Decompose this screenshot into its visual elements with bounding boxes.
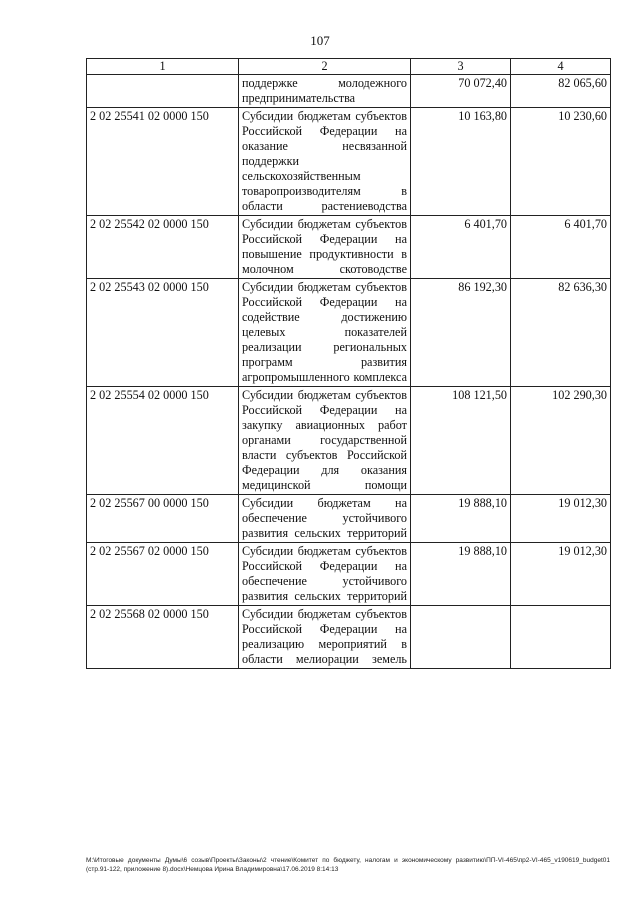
column-header: 2 [239, 59, 411, 75]
budget-code: 2 02 25554 02 0000 150 [87, 387, 239, 495]
row-description: Субсидии бюджетам на обеспечение устойчивого развития сельских территорий [239, 495, 411, 543]
column-header: 1 [87, 59, 239, 75]
row-description: Субсидии бюджетам субъектов Российской Федерации на повышение продуктивности в молочном скотоводстве [239, 216, 411, 279]
value-col-3 [411, 606, 511, 669]
row-description: поддержке молодежного предпринимательства [239, 75, 411, 108]
budget-code: 2 02 25542 02 0000 150 [87, 216, 239, 279]
table-row [87, 387, 611, 495]
table-row [87, 75, 611, 108]
budget-code: 2 02 25543 02 0000 150 [87, 279, 239, 387]
value-col-4: 19 012,30 [511, 495, 611, 543]
value-col-4: 102 290,30 [511, 387, 611, 495]
value-col-3: 70 072,40 [411, 75, 511, 108]
column-header: 3 [411, 59, 511, 75]
value-col-4: 10 230,60 [511, 108, 611, 216]
column-header: 4 [511, 59, 611, 75]
value-col-4: 6 401,70 [511, 216, 611, 279]
row-description: Субсидии бюджетам субъектов Российской Федерации на содействие достижению целевых показателей реализации региональных программ развития агропромышленного комплекса [239, 279, 411, 387]
page-number: 107 [310, 33, 330, 48]
value-col-3: 86 192,30 [411, 279, 511, 387]
budget-code: 2 02 25567 02 0000 150 [87, 543, 239, 606]
value-col-4: 19 012,30 [511, 543, 611, 606]
value-col-4: 82 636,30 [511, 279, 611, 387]
value-col-3: 108 121,50 [411, 387, 511, 495]
budget-revenue-table [86, 58, 611, 669]
table-row [87, 606, 611, 669]
value-col-3: 19 888,10 [411, 495, 511, 543]
table-row [87, 216, 611, 279]
value-col-4 [511, 606, 611, 669]
row-description: Субсидии бюджетам субъектов Российской Федерации на закупку авиационных работ органами государственной власти субъектов Российской Федерации для оказания медицинской помощи [239, 387, 411, 495]
row-description: Субсидии бюджетам субъектов Российской Федерации на обеспечение устойчивого развития сельских территорий [239, 543, 411, 606]
budget-code: 2 02 25567 00 0000 150 [87, 495, 239, 543]
row-description: Субсидии бюджетам субъектов Российской Федерации на оказание несвязанной поддержки сельскохозяйственным товаропроизводителям в области растениеводства [239, 108, 411, 216]
value-col-4: 82 065,60 [511, 75, 611, 108]
row-description: Субсидии бюджетам субъектов Российской Федерации на реализацию мероприятий в области мелиорации земель [239, 606, 411, 669]
table-header-row [87, 59, 611, 75]
value-col-3: 10 163,80 [411, 108, 511, 216]
table-row [87, 279, 611, 387]
value-col-3: 19 888,10 [411, 543, 511, 606]
table-row [87, 108, 611, 216]
document-path-footer: M:\Итоговые документы Думы\6 созыв\Проекты\Законы\2 чтение\Комитет по бюджету, налогам и экономическому развитию\ПП-VI-465\пр2-VI-465_v190619_budget01 (стр.91-122, приложение 8).docx\Немцова Ирина Владимировна\17.06.2019 8:14:13 [86, 857, 610, 873]
budget-code [87, 75, 239, 108]
budget-code: 2 02 25541 02 0000 150 [87, 108, 239, 216]
table-row [87, 495, 611, 543]
budget-code: 2 02 25568 02 0000 150 [87, 606, 239, 669]
value-col-3: 6 401,70 [411, 216, 511, 279]
table-row [87, 543, 611, 606]
